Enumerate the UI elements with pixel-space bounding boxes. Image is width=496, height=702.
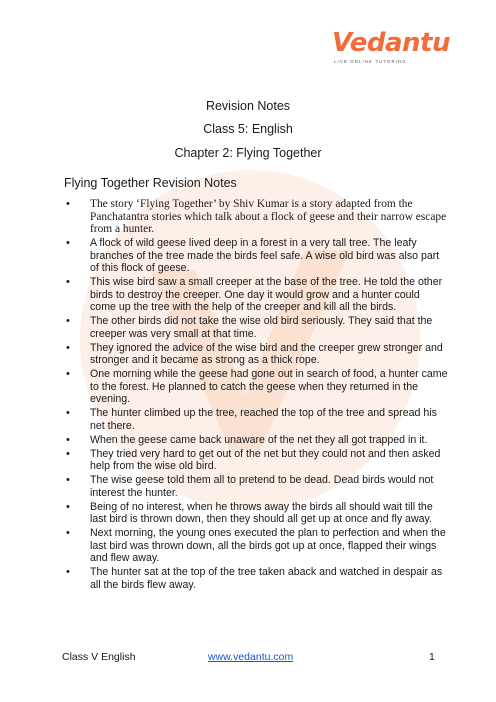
footer-left: Class V English bbox=[62, 651, 136, 663]
page-number: 1 bbox=[429, 651, 435, 663]
list-item: • Next morning, the young ones executed the plan to perfection and when the last bird was thrown down, all the birds got up at once, flapped their wings and flew away. bbox=[62, 527, 448, 565]
list-item: • The hunter sat at the top of the tree taken aback and watched in despair as all the birds flew away. bbox=[62, 566, 448, 591]
list-item: • The other birds did not take the wise old bird seriously. They said that the creeper was very small at that time. bbox=[62, 315, 448, 340]
item-rest: Panchatantra stories which talk about a flock of geese and their narrow escape from a hunter. bbox=[90, 210, 447, 236]
notes-list bbox=[62, 198, 448, 593]
vedantu-logo bbox=[330, 28, 450, 70]
list-item: • When the geese came back unaware of the net they all got trapped in it. bbox=[62, 434, 448, 447]
list-item: • They tried very hard to get out of the net but they could not and then asked help from the wise old bird. bbox=[62, 448, 448, 473]
doc-class: Class 5: English bbox=[203, 122, 293, 136]
logo-tagline: LIVE ONLINE TUTORING bbox=[334, 59, 407, 64]
list-item: • This wise bird saw a small creeper at the base of the tree. He told the other birds to destroy the creeper. One day it would grow and a hunter could come up the tree with the help of the creeper and kill all the birds. bbox=[62, 276, 448, 314]
list-item: • The hunter climbed up the tree, reached the top of the tree and spread his net there. bbox=[62, 407, 448, 432]
list-item: • The wise geese told them all to pretend to be dead. Dead birds would not interest the hunter. bbox=[62, 474, 448, 499]
section-title: Flying Together Revision Notes bbox=[64, 176, 237, 190]
logo-wordmark: Vedantu bbox=[332, 28, 450, 58]
doc-title: Revision Notes bbox=[205, 99, 291, 113]
list-item: • They ignored the advice of the wise bird and the creeper grew stronger and stronger and it became as strong as a thick rope. bbox=[62, 342, 448, 367]
list-item: • A flock of wild geese lived deep in a forest in a very tall tree. The leafy branches of the tree made the birds feel safe. A wise old bird was also part of this flock of geese. bbox=[62, 237, 448, 275]
list-item: • One morning while the geese had gone out in search of food, a hunter came to the forest. He planned to catch the geese when they returned in the evening. bbox=[62, 368, 448, 406]
footer-website-link[interactable]: www.vedantu.com bbox=[208, 651, 294, 663]
list-item bbox=[62, 198, 448, 236]
item-intro: The story ‘Flying Together’ by Shiv Kumar is a story adapted from the bbox=[90, 198, 413, 210]
doc-chapter: Chapter 2: Flying Together bbox=[174, 146, 322, 160]
list-item: • Being of no interest, when he throws away the birds all should wait till the last bird is thrown down, then they should all get up at once and fly away. bbox=[62, 501, 448, 526]
